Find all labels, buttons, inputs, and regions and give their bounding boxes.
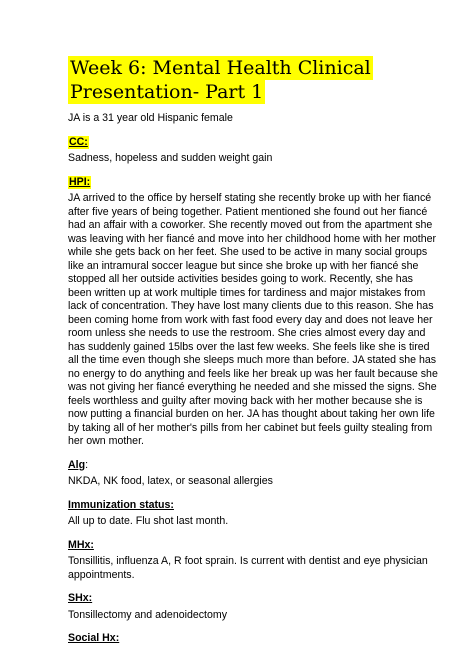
- alg-text: NKDA, NK food, latex, or seasonal allergies: [68, 475, 273, 487]
- patient-intro: JA is a 31 year old Hispanic female: [68, 112, 233, 124]
- document-body: [68, 112, 438, 657]
- cc-text: Sadness, hopeless and sudden weight gain: [68, 152, 273, 164]
- page-title-line-2: Presentation- Part 1: [70, 81, 264, 103]
- page-title-line-1: Week 6: Mental Health Clinical: [70, 57, 371, 79]
- hpi-section: [68, 176, 438, 449]
- mhx-text: Tonsillitis, influenza A, R foot sprain. Is current with dentist and eye physician appointments.: [68, 555, 428, 581]
- alg-section: [68, 459, 438, 489]
- shx-text: Tonsillectomy and adenoidectomy: [68, 608, 227, 621]
- shx-section: [68, 592, 438, 622]
- alg-heading: Alg: [68, 458, 86, 471]
- immunization-heading: Immunization status:: [68, 498, 174, 511]
- hpi-heading: HPI:: [69, 175, 91, 188]
- social-heading: Social Hx:: [68, 632, 120, 644]
- shx-heading: SHx:: [68, 592, 93, 604]
- alg-colon: :: [85, 458, 89, 471]
- hpi-text: JA arrived to the office by herself stating she recently broke up with her fiancé after five years of being together. Patient mentioned she found out her fiancé had an affair with a coworker. She recently moved out from the apartment she was leaving with her fiancé and move into her childhood home with her mother while she gets back on her feet. She used to be active in many social groups like an intramural soccer league but since she broke up with her fiancé she stopped all her outside activities besides going to work. Recently, she has been written up at work multiple times for tardiness and major mistakes from lack of concentration. They have lost many clients due to this reason. She has been coming home from work with fast food every day and does not leave her room unless she needs to use the restroom. She cries almost every day and has suddenly gained 15lbs over the last few weeks. She feels like she is tired all the time even though she sleeps much more than before. JA stated she has no energy to do anything and feels like her break up was her fault because she was not giving her fiancé everything he needed and she missed the signs. She feels worthless and guilty after moving back with her mother because she is now putting a financial burden on her. JA has thought about taking her own life by taking all of her mother's pills from her cabinet but feels guilty stealing from her own mother.: [68, 192, 438, 447]
- immunization-section: [68, 499, 438, 529]
- cc-section: [68, 136, 438, 166]
- mhx-heading: MHx:: [68, 538, 94, 551]
- mhx-section: [68, 539, 438, 583]
- social-section: [68, 632, 438, 649]
- immunization-text: All up to date. Flu shot last month.: [68, 515, 229, 527]
- alg-heading-wrap: [68, 459, 88, 471]
- cc-heading: CC:: [69, 135, 88, 148]
